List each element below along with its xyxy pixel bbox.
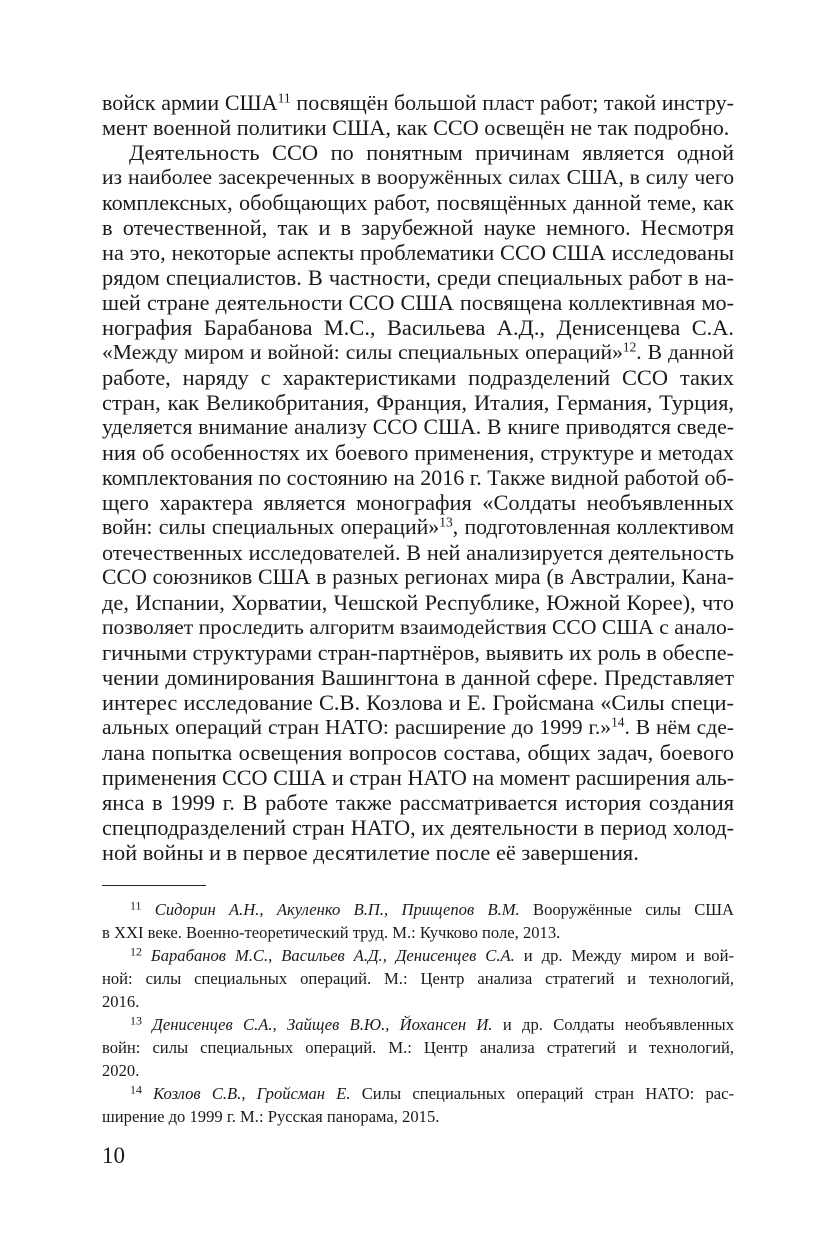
footnote-13 [102, 1013, 734, 1082]
body-line: войн: силы специальных операций»$^{13}$, подготовленная коллективом [102, 514, 734, 539]
body-line: «Между миром и войной: силы специальных операций»$^{12}$. В данной [102, 339, 734, 364]
footnote-authors: Сидорин А.Н., Акуленко В.П., Прищепов В.М. [154, 900, 520, 919]
body-line: янса в 1999 г. В работе также рассматривается история создания [102, 790, 734, 815]
body-line: рядом специалистов. В частности, среди специальных работ в на- [102, 265, 734, 290]
footnote-line: 2020. [102, 1061, 140, 1080]
body-line: мент военной политики США, как ССО освещён не так подробно. [102, 115, 730, 140]
footnote-authors: Денисенцев С.А., Зайщев В.Ю., Йохансен И. [152, 1015, 493, 1034]
body-line: уделяется внимание анализу ССО США. В книге приводятся сведе- [102, 415, 734, 439]
body-line: в отечественной, так и в зарубежной науке немного. Несмотря [102, 215, 734, 240]
body-line: позволяет проследить алгоритм взаимодействия ССО США с анало- [102, 615, 734, 639]
page-number: 10 [102, 1143, 125, 1168]
footnote-number: 13 [130, 1013, 142, 1028]
footnote-ref-11[interactable]: 11 [277, 90, 291, 106]
footnote-line: $^{12}$ Барабанов М.С., Васильев А.Д., Денисенцев С.А. и др. Между миром и вой- [130, 944, 734, 965]
footnote-line: 2016. [102, 992, 140, 1011]
footnote-number: 14 [130, 1082, 142, 1097]
body-line: из наиболее засекреченных в вооружённых силах США, в силу чего [102, 165, 734, 189]
body-line: работе, наряду с характеристиками подразделений ССО таких [102, 365, 734, 390]
body-line: интерес исследование С.В. Козлова и Е. Гройсмана «Силы специ- [102, 690, 734, 715]
footnote-line: в XXI веке. Военно-теоретический труд. М.: Кучково поле, 2013. [102, 923, 561, 942]
body-line: шей стране деятельности ССО США посвящена коллективная мо- [102, 290, 734, 315]
body-line: стран, как Великобритания, Франция, Италия, Германия, Турция, [102, 390, 734, 415]
page-content [102, 90, 734, 1128]
footnote-ref-12[interactable]: 12 [622, 339, 637, 355]
body-line: де, Испании, Хорватии, Чешской Республике, Южной Корее), что [102, 590, 734, 615]
body-line: гичными структурами стран-партнёров, выявить их роль в обеспе- [102, 640, 734, 665]
body-line: ной войны и в первое десятилетие после её завершения. [102, 840, 639, 865]
footnote-line: войн: силы специальных операций. М.: Центр анализа стратегий и технологий, [102, 1038, 734, 1057]
footnote-ref-13[interactable]: 13 [439, 514, 453, 530]
body-line: отечественных исследователей. В ней анализируется деятельность [102, 540, 734, 565]
body-line: ния об особенностях их боевого применения, структуре и методах [102, 440, 734, 465]
footnote-authors: Барабанов М.С., Васильев А.Д., Денисенцев С.А. [150, 946, 515, 965]
body-line: комплексных, обобщающих работ, посвящённых данной теме, как [102, 190, 734, 215]
footnote-line: ной: силы специальных операций. М.: Центр анализа стратегий и технологий, [102, 969, 734, 988]
body-line: Деятельность ССО по понятным причинам является одной [129, 140, 734, 165]
body-line: комплектования по состоянию на 2016 г. Также видной работой об- [102, 465, 734, 490]
footnote-number: 12 [130, 944, 142, 959]
body-line: ССО союзников США в разных регионах мира (в Австралии, Кана- [102, 565, 734, 589]
body-line: нография Барабанова М.С., Васильева А.Д., Денисенцева С.А. [102, 315, 734, 340]
footnote-authors: Козлов С.В., Гройсман Е. [153, 1084, 351, 1103]
body-line: альных операций стран НАТО: расширение до 1999 г.»$^{14}$. В нём сде- [102, 714, 734, 739]
footnote-11 [102, 898, 734, 944]
body-line: на это, некоторые аспекты проблематики ССО США исследованы [102, 240, 734, 265]
body-line: применения ССО США и стран НАТО на момент расширения аль- [102, 765, 735, 790]
footnote-line: $^{13}$ Денисенцев С.А., Зайщев В.Ю., Йохансен И. и др. Солдаты необъявленных [130, 1013, 734, 1034]
footnote-number: 11 [130, 898, 142, 913]
footnote-14 [102, 1082, 734, 1128]
footnote-12 [102, 944, 734, 1013]
footnote-line: $^{11}$ Сидорин А.Н., Акуленко В.П., Прищепов В.М. Вооружённые силы США [130, 898, 734, 919]
footnote-line: ширение до 1999 г. М.: Русская панорама, 2015. [102, 1107, 440, 1126]
body-line: щего характера является монография «Солдаты необъявленных [102, 490, 734, 515]
body-line: спецподразделений стран НАТО, их деятельности в период холод- [102, 815, 734, 840]
body-line: войск армии США$^{11}$ посвящён большой пласт работ; такой инстру- [102, 90, 734, 115]
body-text [102, 90, 734, 865]
body-line: лана попытка освещения вопросов состава, общих задач, боевого [102, 740, 734, 765]
footnotes [102, 898, 734, 1128]
footnote-ref-14[interactable]: 14 [611, 714, 625, 730]
body-line: чении доминирования Вашингтона в данной сфере. Представляет [102, 665, 734, 690]
footnote-separator [102, 885, 206, 886]
footnote-line: $^{14}$ Козлов С.В., Гройсман Е. Силы специальных операций стран НАТО: рас- [130, 1082, 734, 1103]
